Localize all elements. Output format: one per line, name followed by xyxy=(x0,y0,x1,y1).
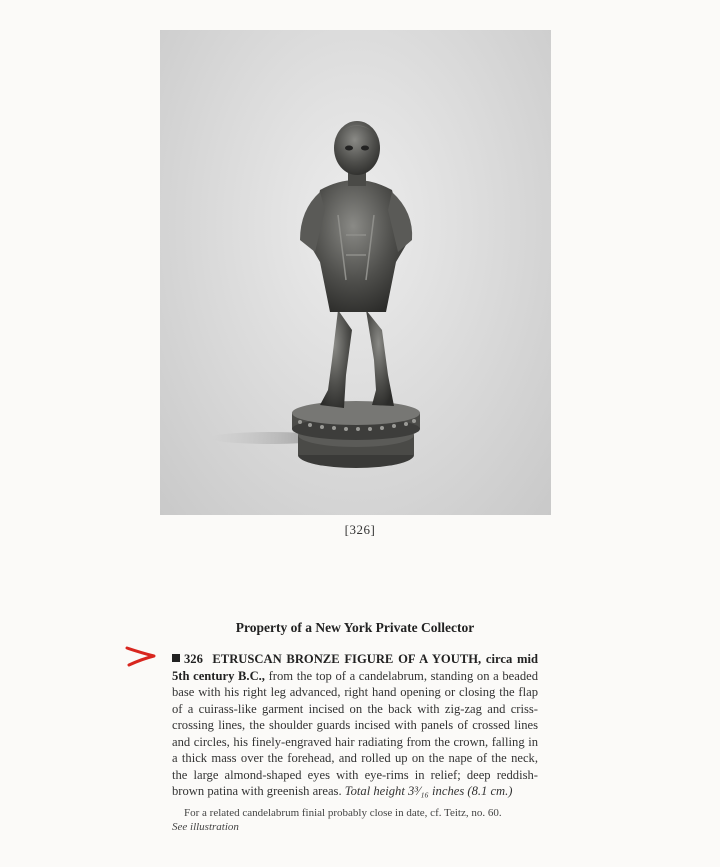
bronze-figure-illustration xyxy=(160,30,551,515)
red-arrow-marker-icon xyxy=(124,644,158,668)
lot-description: from the top of a candelabrum, standing on a beaded base with his right leg advanced, right hand opening or closing the flap of a cuirass-like garment incised on the back with zig-zag and criss-crossing lines, the shoulder guards incised with panels of crossed lines and circles, his finely-engraved hair radiating from the crown, falling in a thick mass over the forehead, and rolled up on the nape of the neck, the large almond-shaped eyes with eye-rims in relief; deep reddish-brown patina with greenish areas. xyxy=(172,668,538,798)
see-illustration-link: See illustration xyxy=(172,821,239,833)
lot-entry xyxy=(172,651,538,800)
section-heading: Property of a New York Private Collector xyxy=(235,620,475,635)
lot-square-bullet-icon xyxy=(172,654,180,662)
lot-total-height: Total height 3³⁄₁₆ inches (8.1 cm.) xyxy=(344,784,513,798)
lot-number: 326 xyxy=(184,652,203,666)
figure-photo xyxy=(160,30,551,515)
lot-note xyxy=(172,806,542,834)
figure-caption: [326] xyxy=(344,522,376,537)
related-reference-note: For a related candelabrum finial probably close in date, cf. Teitz, no. 60. xyxy=(184,807,502,819)
lot-title: ETRUSCAN BRONZE FIGURE OF A YOUTH, circa mid 5th century B.C., xyxy=(172,652,538,683)
